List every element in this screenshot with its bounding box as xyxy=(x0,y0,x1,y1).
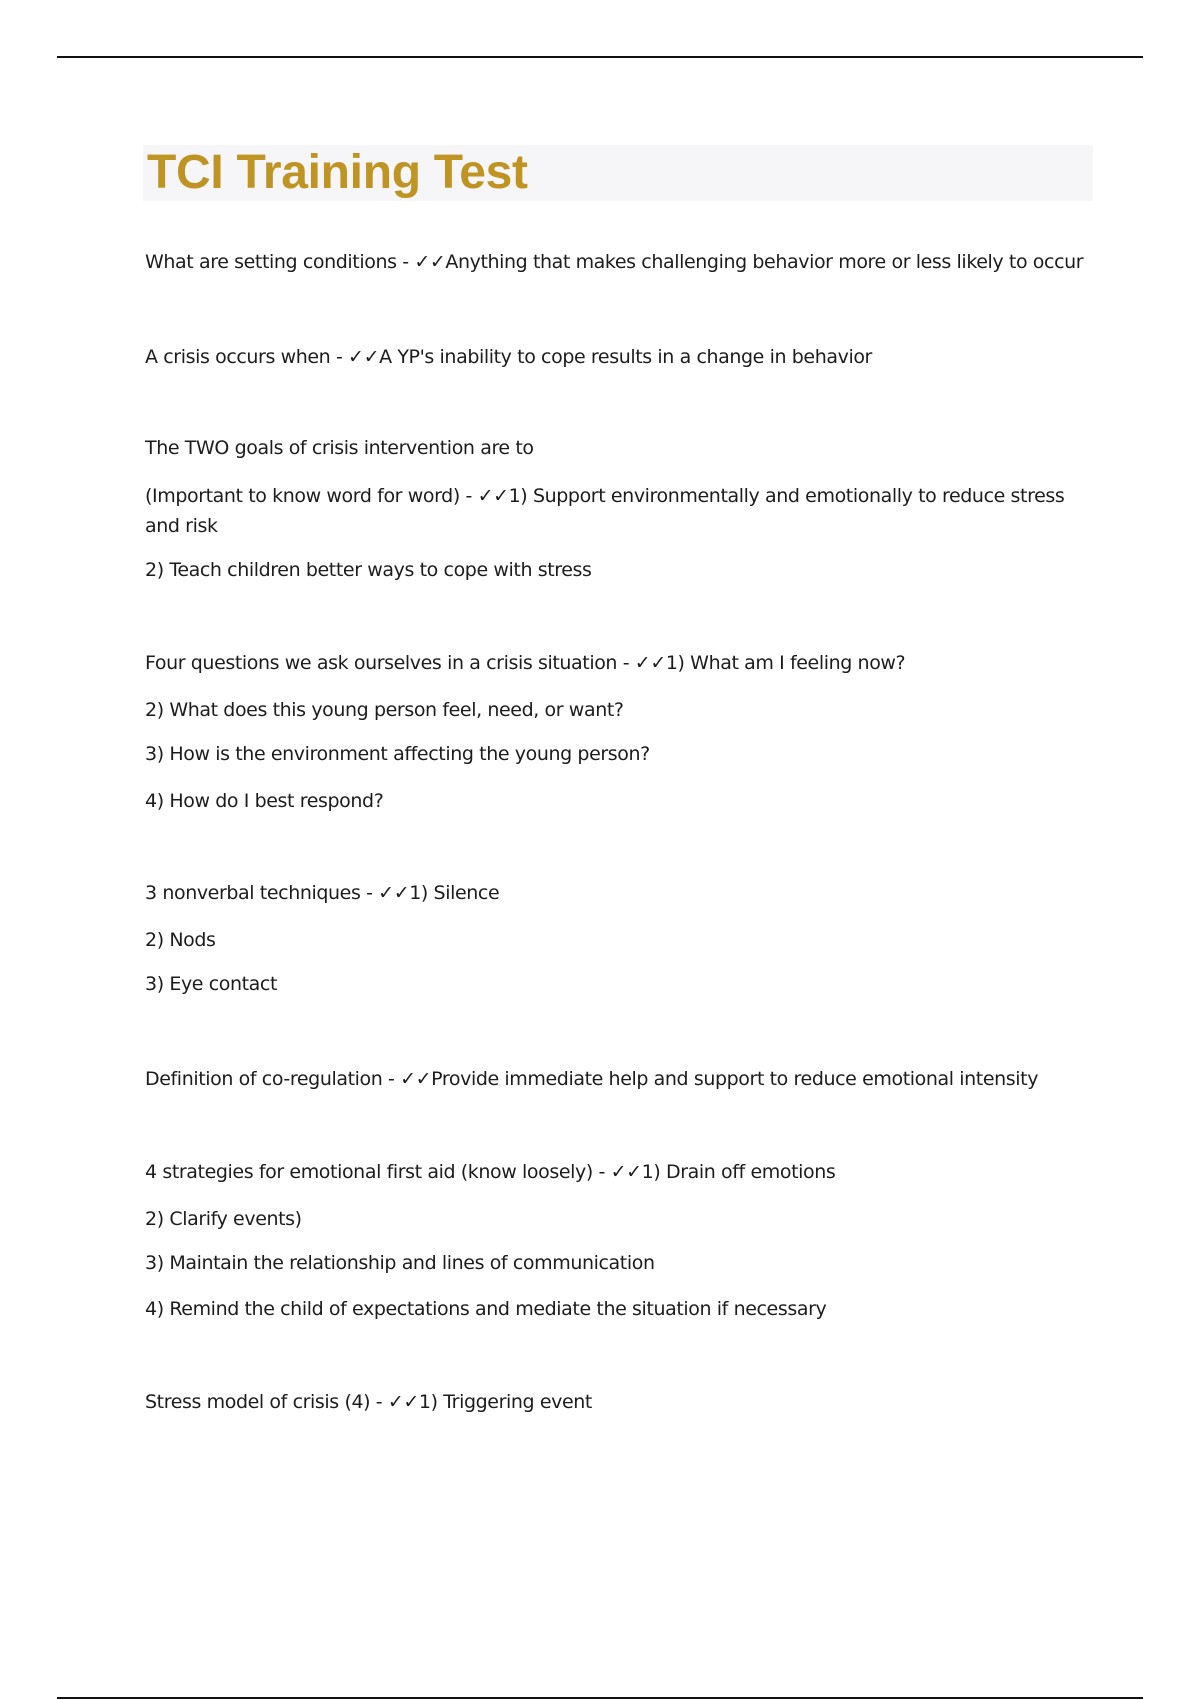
qa-two-goals-question: The TWO goals of crisis intervention are to xyxy=(145,437,534,459)
qa-emotional-first-aid-2: 2) Clarify events) xyxy=(145,1208,302,1230)
qa-four-questions-2: 2) What does this young person feel, need, or want? xyxy=(145,699,624,721)
qa-emotional-first-aid: 4 strategies for emotional first aid (know loosely) - ✓✓1) Drain off emotions xyxy=(145,1161,836,1183)
qa-four-questions: Four questions we ask ourselves in a crisis situation - ✓✓1) What am I feeling now? xyxy=(145,652,906,674)
bottom-rule xyxy=(57,1697,1143,1699)
qa-two-goals-answer-1: (Important to know word for word) - ✓✓1) Support environmentally and emotionally to reduce stress and risk xyxy=(145,485,1065,537)
qa-nonverbal-3: 3) Eye contact xyxy=(145,973,278,995)
qa-co-regulation: Definition of co-regulation - ✓✓Provide immediate help and support to reduce emotional intensity xyxy=(145,1068,1039,1090)
qa-four-questions-3: 3) How is the environment affecting the young person? xyxy=(145,743,650,765)
qa-nonverbal: 3 nonverbal techniques - ✓✓1) Silence xyxy=(145,882,500,904)
qa-emotional-first-aid-4: 4) Remind the child of expectations and mediate the situation if necessary xyxy=(145,1298,827,1320)
qa-stress-model: Stress model of crisis (4) - ✓✓1) Triggering event xyxy=(145,1391,592,1413)
qa-nonverbal-2: 2) Nods xyxy=(145,929,216,951)
qa-emotional-first-aid-3: 3) Maintain the relationship and lines of communication xyxy=(145,1252,655,1274)
qa-four-questions-4: 4) How do I best respond? xyxy=(145,790,384,812)
top-rule xyxy=(57,56,1143,58)
qa-crisis-occurs: A crisis occurs when - ✓✓A YP's inability to cope results in a change in behavior xyxy=(145,346,872,368)
document-title: TCI Training Test xyxy=(147,146,528,199)
qa-two-goals-answer-2: 2) Teach children better ways to cope with stress xyxy=(145,559,592,581)
qa-setting-conditions: What are setting conditions - ✓✓Anything that makes challenging behavior more or less likely to occur xyxy=(145,251,1084,273)
